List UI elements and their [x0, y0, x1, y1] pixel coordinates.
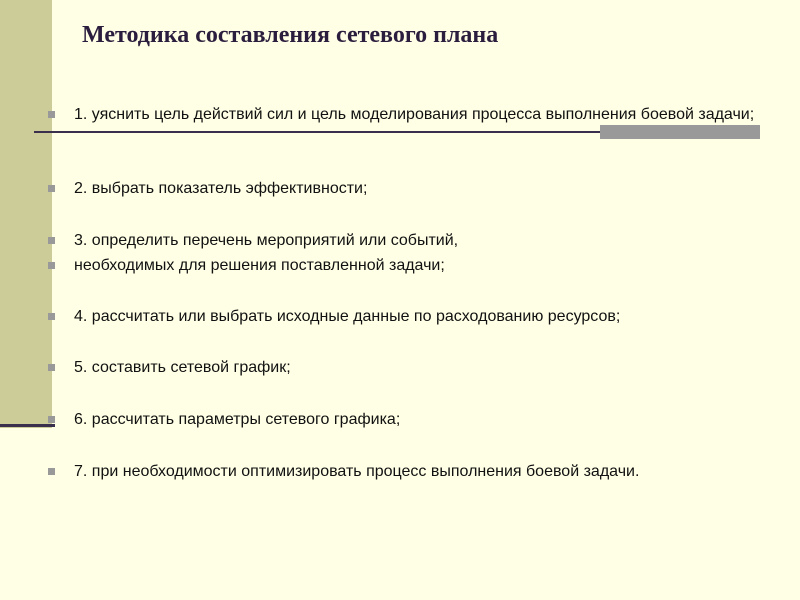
- item-text: необходимых для решения поставленной задачи;: [74, 257, 445, 274]
- item-text: 4. рассчитать или выбрать исходные данные по расходованию ресурсов;: [74, 308, 621, 325]
- square-bullet-icon: [48, 111, 55, 118]
- square-bullet-icon: [48, 416, 55, 423]
- item-text: 7. при необходимости оптимизировать процесс выполнения боевой задачи.: [74, 463, 640, 480]
- side-band: [0, 0, 52, 428]
- square-bullet-icon: [48, 185, 55, 192]
- side-rule: [0, 424, 55, 427]
- square-bullet-icon: [48, 364, 55, 371]
- item-text: 5. составить сетевой график;: [74, 359, 291, 376]
- square-bullet-icon: [48, 262, 55, 269]
- item-text: 6. рассчитать параметры сетевого графика;: [74, 411, 401, 428]
- item-text: 1. уяснить цель действий сил и цель моделирования процесса выполнения боевой задачи;: [74, 106, 755, 123]
- item-text: 2. выбрать показатель эффективности;: [74, 180, 368, 197]
- title-accent: [600, 125, 760, 139]
- square-bullet-icon: [48, 237, 55, 244]
- item-text: 3. определить перечень мероприятий или событий,: [74, 232, 459, 249]
- slide-title: Методика составления сетевого плана: [82, 22, 499, 48]
- square-bullet-icon: [48, 468, 55, 475]
- square-bullet-icon: [48, 313, 55, 320]
